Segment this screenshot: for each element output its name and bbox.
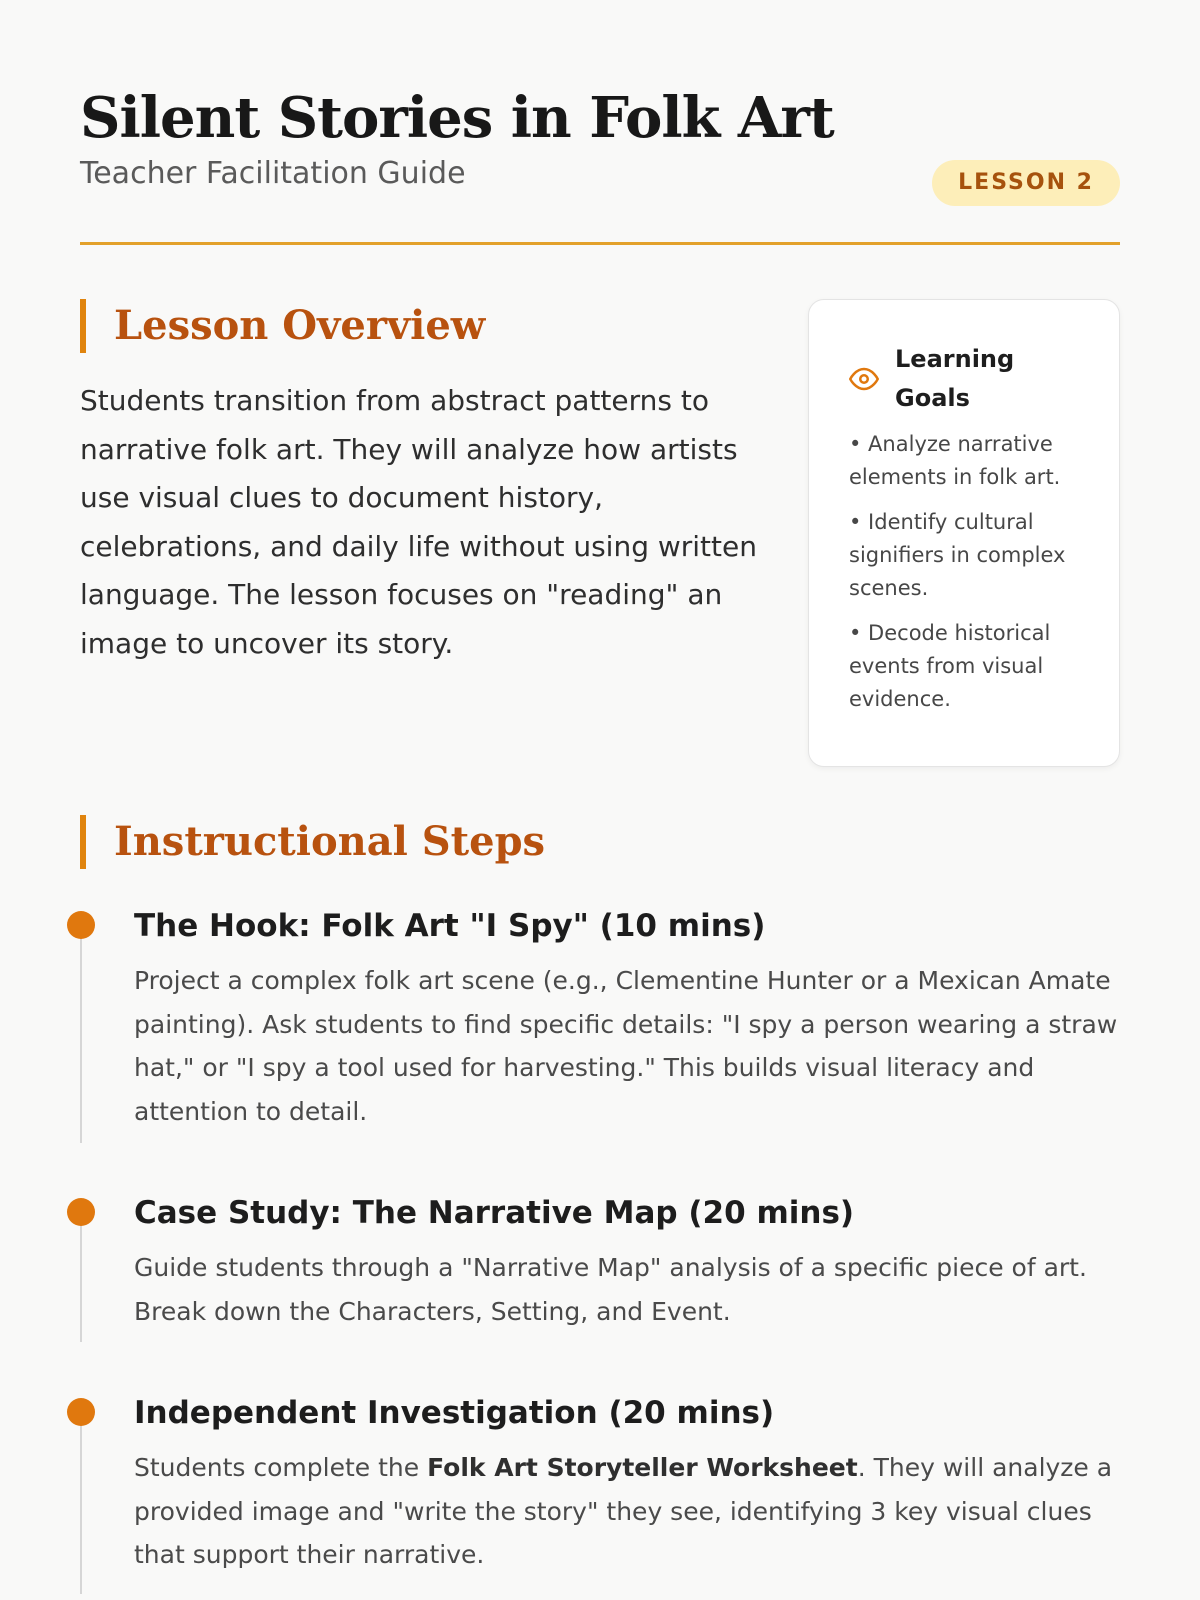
- eye-icon: [849, 364, 879, 394]
- step-title: The Hook: Folk Art "I Spy" (10 mins): [134, 908, 766, 944]
- page-title: Silent Stories in Folk Art: [80, 85, 834, 151]
- learning-goals-header: [849, 340, 1089, 418]
- learning-goal-item: • Analyze narrative elements in folk art.: [849, 432, 1061, 489]
- lesson-badge: LESSON 2: [932, 160, 1120, 206]
- step-text: [134, 1446, 1120, 1577]
- step-text: Guide students through a "Narrative Map" analysis of a specific piece of art. Break down the Characters, Setting, and Event.: [134, 1253, 1087, 1326]
- step-item: [80, 905, 1120, 1133]
- lesson-overview-section: [80, 245, 1120, 785]
- worksheet-name: Folk Art Storyteller Worksheet: [427, 1453, 858, 1482]
- timeline-dot: [67, 1198, 95, 1226]
- instructional-steps-heading: Instructional Steps: [80, 815, 545, 869]
- learning-goals-title: Learning Goals: [895, 345, 1015, 412]
- step-title: Independent Investigation (20 mins): [134, 1395, 775, 1431]
- step-text: Project a complex folk art scene (e.g., Clementine Hunter or a Mexican Amate painting). Ask students to find specific details: "I spy a person wearing a straw hat," or "I spy a tool used for harvesting." This builds visual literacy and attention to detail.: [134, 966, 1118, 1126]
- learning-goals-list: [849, 428, 1089, 716]
- page-subtitle: Teacher Facilitation Guide: [80, 156, 466, 191]
- timeline-line: [80, 917, 82, 1143]
- step-text-rest: . They will analyze a provided image and "write the story" they see, identifying 3 key visual clues that support their narrative.: [134, 1453, 1113, 1569]
- step-text-intro: Students complete the: [134, 1453, 428, 1482]
- timeline-line: [80, 1404, 82, 1594]
- lesson-overview-heading: Lesson Overview: [80, 299, 485, 353]
- learning-goal-item: • Identify cultural signifiers in complex scenes.: [849, 510, 1066, 600]
- timeline-dot: [67, 911, 95, 939]
- learning-goal-item: • Decode historical events from visual evidence.: [849, 621, 1051, 711]
- page-header: [80, 0, 1120, 245]
- learning-goals-card: [808, 299, 1120, 767]
- lesson-overview-text: Students transition from abstract patterns to narrative folk art. They will analyze how artists use visual clues to document history, celebrations, and daily life without using written language. The lesson focuses on "reading" an image to uncover its story.: [80, 384, 757, 660]
- instructional-steps-section: [80, 785, 1120, 1600]
- step-title: Case Study: The Narrative Map (20 mins): [134, 1195, 855, 1231]
- step-item: [80, 1392, 1120, 1577]
- timeline-dot: [67, 1398, 95, 1426]
- step-item: [80, 1192, 1120, 1333]
